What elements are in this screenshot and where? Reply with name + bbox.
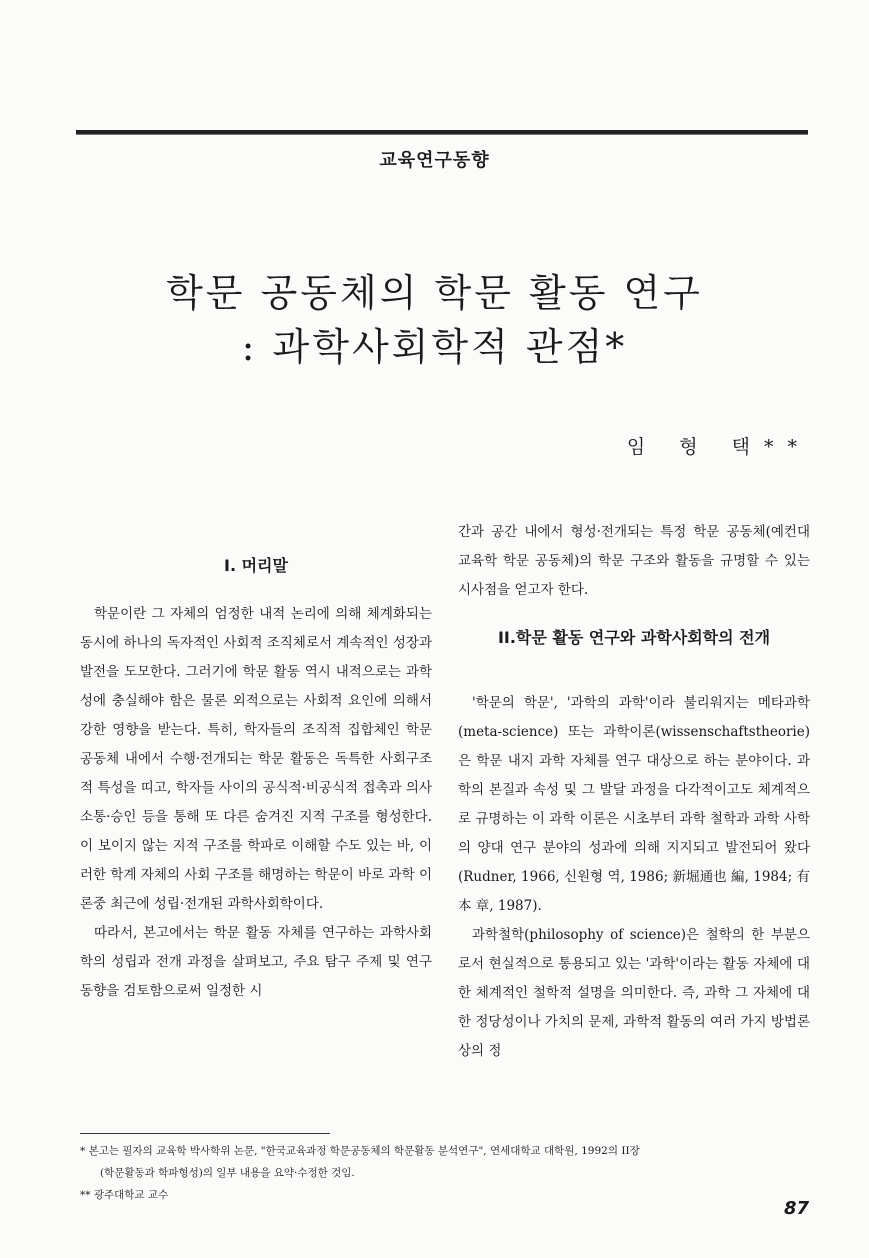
top-rule <box>76 130 808 135</box>
section-heading-1: I. 머리말 <box>224 556 288 575</box>
footnote-1-cont: (학문활동과 학파형성)의 일부 내용을 요약·수정한 것임. <box>100 1167 355 1179</box>
footnote-2: ** 광주대학교 교수 <box>80 1189 169 1201</box>
section-heading-2: II.학문 활동 연구와 과학사회학의 전개 <box>497 628 771 647</box>
author: 임 형 택** <box>626 436 811 458</box>
right-column <box>458 518 810 1066</box>
title-line-1: 학문 공동체의 학문 활동 연구 <box>166 271 703 315</box>
footnote-rule <box>80 1133 330 1134</box>
section-tag: 교육연구동향 <box>379 150 490 171</box>
paragraph: 따라서, 본고에서는 학문 활동 자체를 연구하는 과학사회학의 성립과 전개 과정을 살펴보고, 주요 탐구 주제 및 연구 동향을 검토함으로써 일정한 시 <box>80 925 432 999</box>
footnotes <box>80 1140 820 1206</box>
page-number: 87 <box>783 1198 809 1219</box>
left-column <box>80 600 432 1006</box>
paragraph: '학문의 학문', '과학의 과학'이라 불리워지는 메타과학(meta-science) 또는 과학이론(wissenschaftstheorie)은 학문 내지 과학 자체를 연구 대상으로 하는 분야이다. 과학의 본질과 속성 및 그 발달 과정을 다각적이고도 체계적으로 규명하는 이 과학 이론은 시초부터 과학 철학과 과학 사학의 양대 연구 분야의 성과에 의해 지지되고 발전되어 왔다(Rudner, 1966, 신원형 역, 1986; 新堀通也 編, 1984; 有本 章, 1987). <box>458 695 810 914</box>
footnote-1: * 본고는 필자의 교육학 박사학위 논문, "한국교육과정 학문공동체의 학문활동 분석연구", 연세대학교 대학원, 1992의 II장 <box>80 1145 640 1157</box>
paragraph: 학문이란 그 자체의 엄정한 내적 논리에 의해 체계화되는 동시에 하나의 독자적인 사회적 조직체로서 계속적인 성장과 발전을 도모한다. 그러기에 학문 활동 역시 내적으로는 과학성에 충실해야 함은 물론 외적으로는 사회적 요인에 의해서 강한 영향을 받는다. 특히, 학자들의 조직적 집합체인 학문 공동체 내에서 수행·전개되는 학문 활동은 독특한 사회구조적 특성을 띠고, 학자들 사이의 공식적·비공식적 접촉과 의사소통·승인 등을 통해 또 다른 숨겨진 지적 구조를 형성한다. 이 보이지 않는 지적 구조를 학파로 이해할 수도 있는 바, 이러한 학계 자체의 사회 구조를 해명하는 학문이 바로 과학 이론중 최근에 성립·전개된 과학사회학이다. <box>80 606 432 912</box>
paragraph: 과학철학(philosophy of science)은 철학의 한 부분으로서 현실적으로 통용되고 있는 '과학'이라는 활동 자체에 대한 체계적인 철학적 설명을 의미한다. 즉, 과학 그 자체에 대한 정당성이나 가치의 문제, 과학적 활동의 여러 가지 방법론상의 정 <box>458 927 810 1059</box>
paragraph: 간과 공간 내에서 형성·전개되는 특정 학문 공동체(예컨대 교육학 학문 공동체)의 학문 구조와 활동을 규명할 수 있는 시사점을 얻고자 한다. <box>458 524 810 598</box>
title-line-2: : 과학사회학적 관점* <box>241 325 628 369</box>
